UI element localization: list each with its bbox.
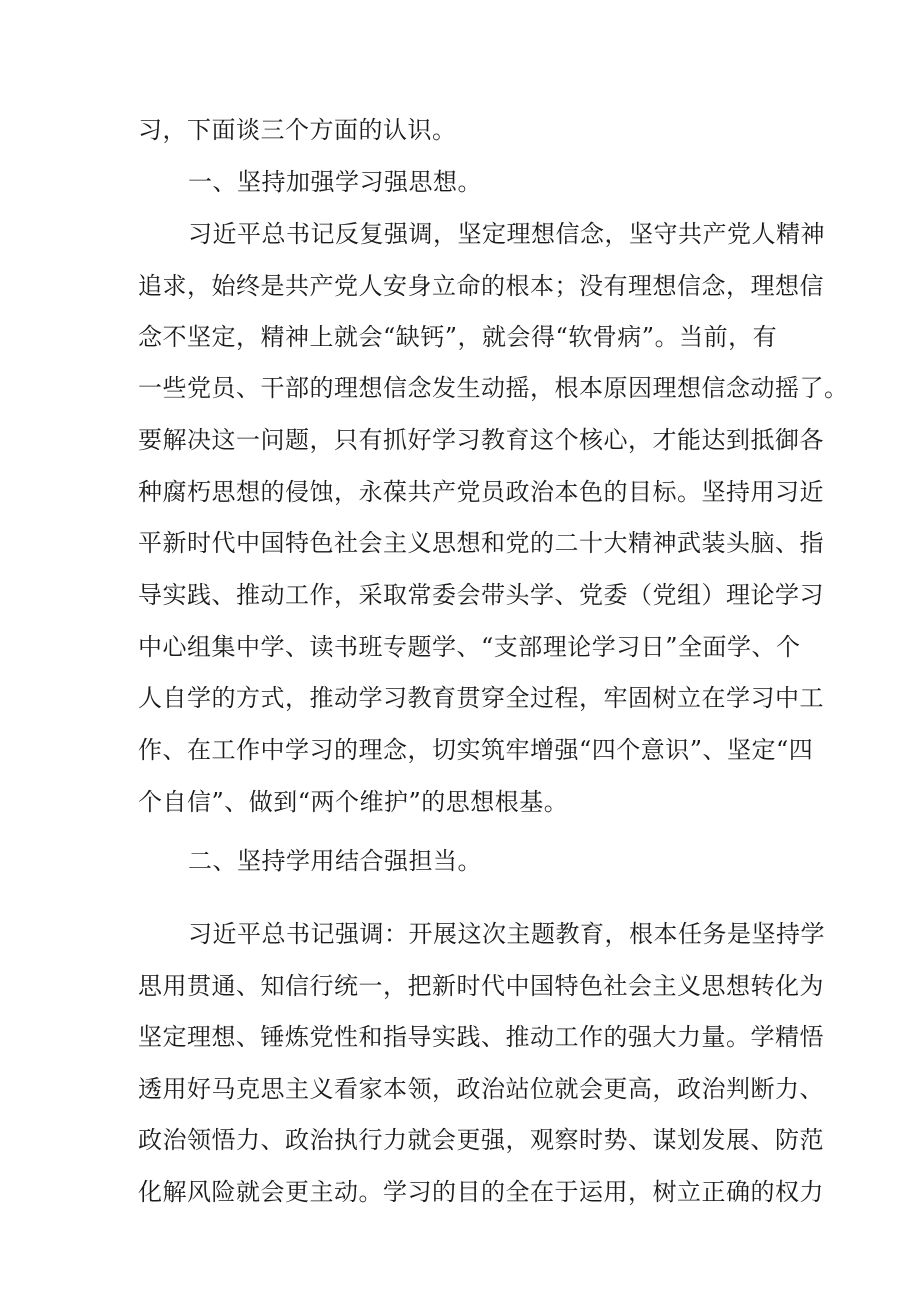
text-line: 个自信”、做到“两个维护”的思想根基。 [138, 788, 569, 816]
text-line: 化解风险就会更主动。学习的目的全在于运用，树立正确的权力 [138, 1178, 824, 1206]
text-line: 政治领悟力、政治执行力就会更强，观察时势、谋划发展、防范 [138, 1126, 824, 1154]
section-heading-2: 二、坚持学用结合强担当。 [188, 847, 482, 875]
text-line: 习近平总书记反复强调，坚定理想信念，坚守共产党人精神 [188, 220, 825, 248]
text-line: 坚定理想、锤炼党性和指导实践、推动工作的强大力量。学精悟 [138, 1023, 824, 1051]
text-line: 平新时代中国特色社会主义思想和党的二十大精神武装头脑、指 [138, 529, 824, 557]
text-line: 一些党员、干部的理想信念发生动摇，根本原因理想信念动摇了。 [138, 374, 849, 402]
text-line: 思用贯通、知信行统一，把新时代中国特色社会主义思想转化为 [138, 972, 824, 1000]
text-line: 中心组集中学、读书班专题学、“支部理论学习日”全面学、个 [138, 633, 801, 661]
text-line: 种腐朽思想的侵蚀，永葆共产党员政治本色的目标。坚持用习近 [138, 478, 824, 506]
text-line: 追求，始终是共产党人安身立命的根本；没有理想信念，理想信 [138, 272, 824, 300]
text-line: 透用好马克思主义看家本领，政治站位就会更高，政治判断力、 [138, 1075, 824, 1103]
section-heading-1: 一、坚持加强学习强思想。 [188, 168, 482, 196]
text-line: 习，下面谈三个方面的认识。 [138, 116, 457, 144]
text-line: 人自学的方式，推动学习教育贯穿全过程，牢固树立在学习中工 [138, 684, 824, 712]
text-line: 念不坚定，精神上就会“缺钙”，就会得“软骨病”。当前，有 [138, 323, 778, 351]
text-line: 要解决这一问题，只有抓好学习教育这个核心，才能达到抵御各 [138, 426, 824, 454]
text-line: 习近平总书记强调：开展这次主题教育，根本任务是坚持学 [188, 920, 825, 948]
text-line: 导实践、推动工作，采取常委会带头学、党委（党组）理论学习 [138, 581, 824, 609]
text-line: 作、在工作中学习的理念，切实筑牢增强“四个意识”、坚定“四 [138, 736, 814, 764]
